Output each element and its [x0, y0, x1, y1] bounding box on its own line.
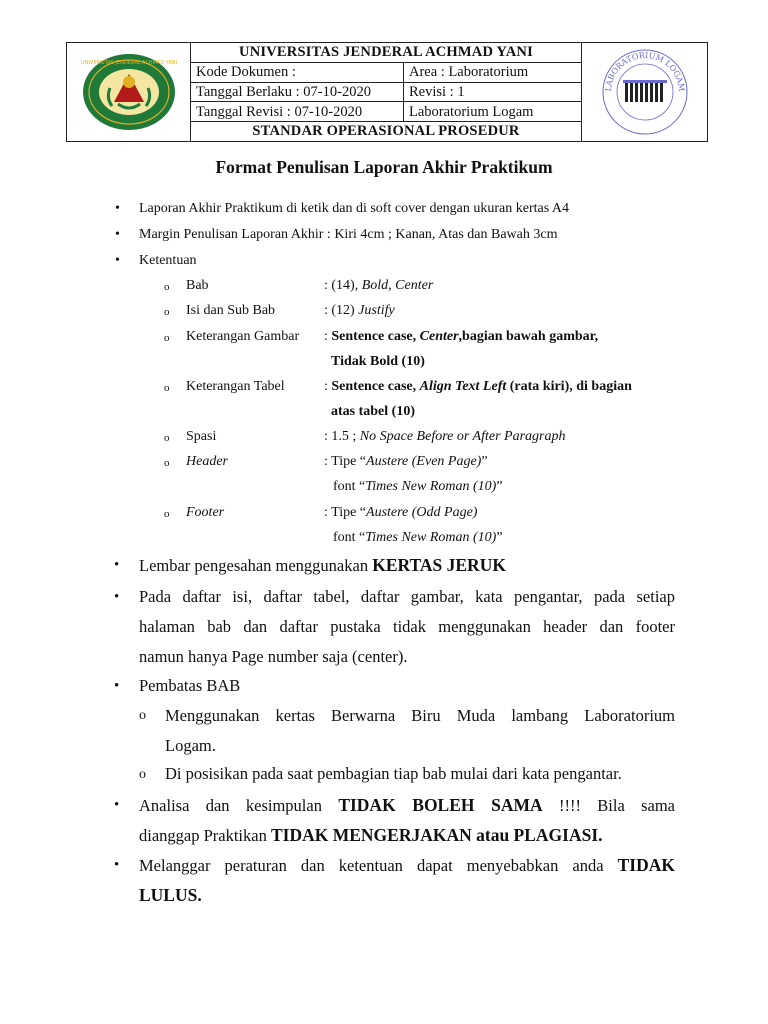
laboratory-logo [599, 46, 691, 138]
daftar-line-2: halaman bab dan daftar pustaka tidak menggunakan header dan footer [139, 617, 675, 636]
lab-logo-cell [581, 43, 707, 141]
analisa-paragraph [139, 790, 675, 850]
pembatas-sub-2: Di posisikan pada saat pembagian tiap bab mulai dari kata pengantar. [165, 764, 622, 783]
ketentuan-spasi-value: : 1.5 ; No Space Before or After Paragraph [324, 429, 566, 444]
svg-text:UNIVERSITAS JENDERAL ACHMAD YA: UNIVERSITAS JENDERAL ACHMAD YANI [80, 60, 177, 66]
ketentuan-gambar-value-2: Tidak Bold (10) [331, 354, 425, 369]
pembatas-bab-title: Pembatas BAB [139, 676, 241, 695]
daftar-line-1: Pada daftar isi, daftar tabel, daftar gambar, kata pengantar, pada setiap [139, 587, 675, 606]
laboratorium-name: Laboratorium Logam [409, 103, 534, 120]
pembatas-sub-1-line-1: Menggunakan kertas Berwarna Biru Muda lambang Laboratorium [165, 706, 675, 725]
sop-title: STANDAR OPERASIONAL PROSEDUR [252, 123, 520, 140]
revisi: Revisi : 1 [409, 83, 465, 100]
ketentuan-footer-label: Footer [186, 505, 225, 520]
area: Area : Laboratorium [409, 63, 529, 80]
sub-bullet-icon: o [164, 332, 170, 344]
ketentuan-bab-label: Bab [186, 278, 209, 293]
bullet-icon: • [115, 227, 120, 242]
sub-bullet-icon: o [164, 457, 170, 469]
ketentuan-footer-value: : Tipe “Austere (Odd Page) [324, 505, 478, 520]
document-header-table [66, 42, 708, 142]
bullet-icon: • [115, 201, 120, 216]
bullet-icon: • [115, 253, 120, 268]
sub-bullet-icon: o [139, 767, 146, 782]
ketentuan-header-font: font “Times New Roman (10)” [333, 479, 503, 494]
ketentuan-footer-font: font “Times New Roman (10)” [333, 530, 503, 545]
bullet-icon: • [114, 857, 120, 873]
sub-bullet-icon: o [164, 382, 170, 394]
sub-bullet-icon: o [164, 281, 170, 293]
ketentuan-gambar-label: Keterangan Gambar [186, 329, 300, 344]
document-title: Format Penulisan Laporan Akhir Praktikum [215, 157, 553, 177]
sub-bullet-icon: o [164, 306, 170, 318]
sub-bullet-icon: o [164, 432, 170, 444]
bullet-ukuran-kertas: Laporan Akhir Praktikum di ketik dan di soft cover dengan ukuran kertas A4 [139, 201, 570, 216]
melanggar-paragraph [139, 850, 675, 910]
sub-bullet-icon: o [139, 708, 146, 723]
bullet-icon: • [114, 589, 120, 605]
header-row-2 [191, 83, 581, 103]
ketentuan-bab-value: : (14), Bold, Center [324, 278, 434, 293]
ketentuan-header-value: : Tipe “Austere (Even Page)” [324, 454, 488, 469]
university-name: UNIVERSITAS JENDERAL ACHMAD YANI [191, 43, 581, 63]
ketentuan-header-label: Header [186, 454, 228, 469]
bullet-margin: Margin Penulisan Laporan Akhir : Kiri 4cm ; Kanan, Atas dan Bawah 3cm [139, 227, 558, 242]
university-logo-cell [67, 43, 191, 141]
pembatas-sub-1-line-2: Logam. [165, 736, 216, 755]
bullet-icon: • [114, 797, 120, 813]
ketentuan-isi-label: Isi dan Sub Bab [186, 303, 276, 318]
university-logo [80, 52, 178, 132]
daftar-paragraph [139, 582, 675, 672]
bullet-icon: • [114, 678, 120, 694]
tanggal-berlaku: Tanggal Berlaku : 07-10-2020 [191, 83, 404, 102]
analisa-line-1: Analisa dan kesimpulan TIDAK BOLEH SAMA !!!! Bila sama [139, 795, 676, 815]
ketentuan-isi-value: : (12) Justify [324, 303, 395, 318]
pembatas-sub-1 [165, 701, 675, 761]
daftar-line-3: namun hanya Page number saja (center). [139, 647, 408, 666]
header-row-1 [191, 63, 581, 83]
svg-text:LABORATORIUM LOGAM: LABORATORIUM LOGAM [603, 50, 686, 92]
ketentuan-spasi-label: Spasi [186, 429, 217, 444]
ketentuan-gambar-value: : Sentence case, Center,bagian bawah gambar, [324, 329, 599, 344]
bullet-icon: • [114, 557, 120, 573]
melanggar-line-2: LULUS. [139, 885, 202, 905]
bullet-ketentuan: Ketentuan [139, 253, 197, 268]
tanggal-revisi: Tanggal Revisi : 07-10-2020 [191, 102, 404, 121]
ketentuan-tabel-value-2: atas tabel (10) [331, 404, 415, 419]
melanggar-line-1: Melanggar peraturan dan ketentuan dapat menyebabkan anda TIDAK [139, 855, 675, 875]
analisa-line-2: dianggap Praktikan TIDAK MENGERJAKAN atau PLAGIASI. [139, 825, 603, 845]
header-info [191, 43, 581, 141]
ketentuan-tabel-label: Keterangan Tabel [186, 379, 285, 394]
header-row-3 [191, 102, 581, 122]
lembar-pengesahan: Lembar pengesahan menggunakan KERTAS JERUK [139, 555, 506, 575]
ketentuan-tabel-value: : Sentence case, Align Text Left (rata kiri), di bagian [324, 379, 632, 394]
kode-dokumen: Kode Dokumen : [191, 63, 404, 82]
sub-bullet-icon: o [164, 508, 170, 520]
